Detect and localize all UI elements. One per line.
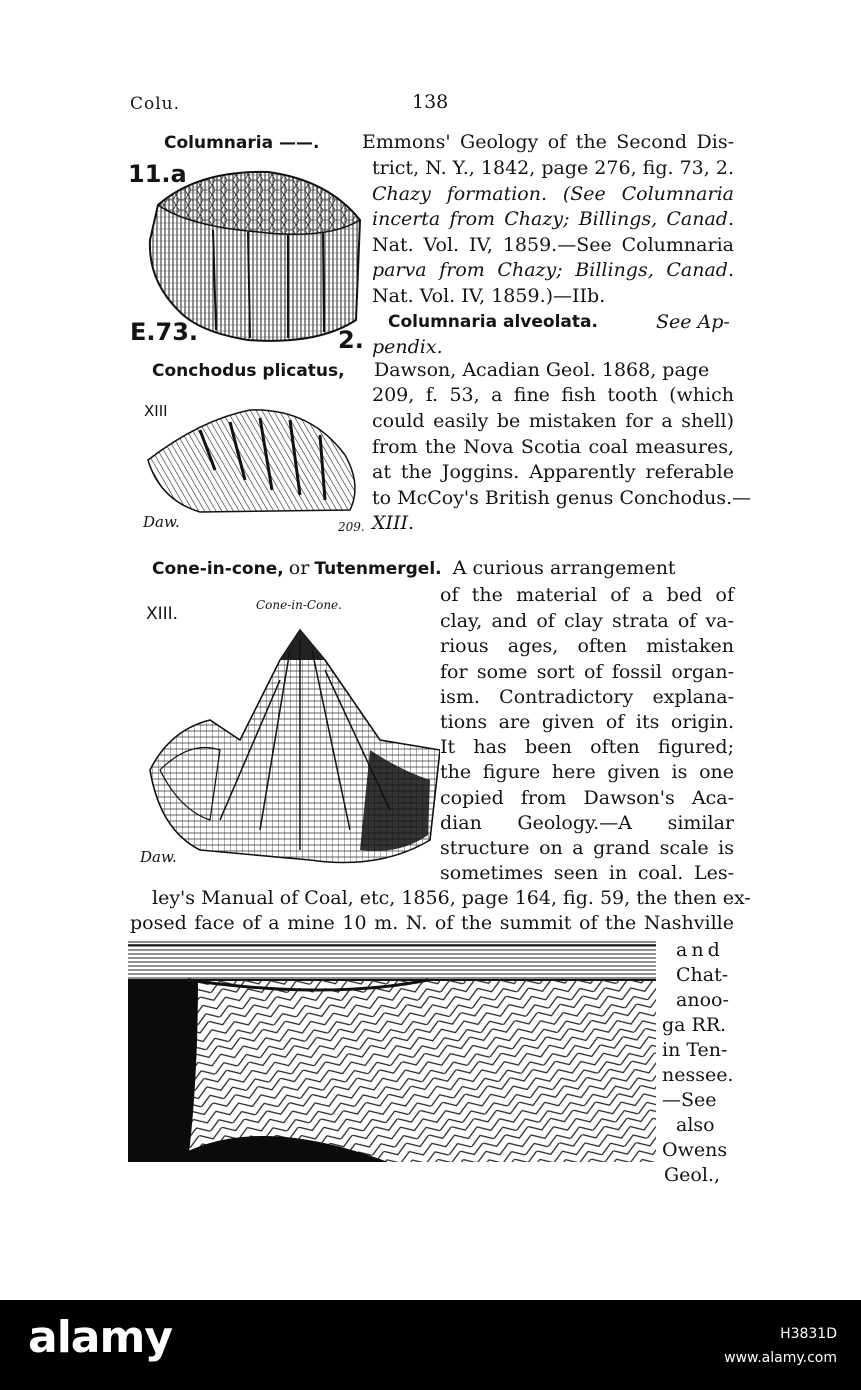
cone-full-line: ley's Manual of Coal, etc, 1856, page 164, fig. 59, the then ex- [152,887,751,909]
cone-line: clay, and of clay strata of va- [440,610,734,632]
narrow-line: Chat- [676,964,729,986]
narrow-line: anoo- [676,989,729,1011]
entry-title-alveolata: Columnaria alveolata. [388,312,598,332]
cone-heading-line [152,556,676,582]
narrow-line: in Ten- [662,1039,728,1061]
conchodus-line: from the Nova Scotia coal measures, [372,436,734,458]
watermark-footer [0,1300,861,1390]
figure-label-11a: 11.a [128,160,187,188]
columnaria-line: Nat. Vol. IV, 1859.—See Columnaria [372,234,734,256]
narrow-line: and [676,939,724,961]
cone-line: copied from Dawson's Aca- [440,787,734,809]
coal-seam-figure [128,940,656,1162]
alamy-url: www.alamy.com [724,1350,837,1366]
figure-label-e73: E.73. [130,318,199,346]
cone-in-cone-figure [140,620,440,870]
cone-line: dian Geology.—A similar [440,812,734,834]
cone-rest: A curious arrangement [452,557,676,579]
entry-title-columnaria: Columnaria ——. [164,133,320,153]
cone-line: tions are given of its origin. [440,711,734,733]
image-id: H3831D [780,1326,837,1342]
narrow-line: ga RR. [662,1014,727,1036]
figure-caption-cone: Cone-in-Cone. [256,598,342,612]
cone-line: rious ages, often mistaken [440,635,734,657]
figure-credit-daw: Daw. [143,513,180,531]
running-head: Colu. [130,94,181,114]
narrow-line: also [676,1114,715,1136]
cone-line: It has been often figured; [440,736,734,758]
conchodus-line: could easily be mistaken for a shell) [372,410,734,432]
cone-line: sometimes seen in coal. Les- [440,862,734,884]
columnaria-line: parva from Chazy; Billings, Canad. [372,259,734,281]
narrow-line: Owens [662,1139,728,1161]
entry-title-cone: Cone-in-cone, [152,559,284,579]
columnaria-line: Emmons' Geology of the Second Dis- [362,131,734,153]
alveolata-see: See Ap- [656,311,730,333]
figure-label-xiii-cone: XIII. [146,604,179,624]
cone-full-line: posed face of a mine 10 m. N. of the summit of the Nashville [130,912,734,934]
cone-line: for some sort of fossil organ- [440,661,734,683]
cone-line: structure on a grand scale is [440,837,734,859]
conchodus-line: at the Joggins. Apparently referable [372,461,734,483]
figure-credit-daw-cone: Daw. [140,848,177,866]
cone-line: the figure here given is one [440,761,734,783]
alveolata-cont: pendix. [372,336,443,358]
cone-line: of the material of a bed of [440,584,734,606]
narrow-line: nessee. [662,1064,734,1086]
page-number: 138 [412,91,449,113]
figure-number-209: 209. [338,520,365,534]
narrow-line: Geol., [664,1164,721,1186]
alamy-logo: alamy [28,1312,172,1363]
figure-label-xiii: XIII [144,402,168,420]
entry-title-tutenmergel: Tutenmergel. [314,559,442,579]
columnaria-line: Nat. Vol. IV, 1859.)—IIb. [372,285,606,307]
narrow-line: —See [662,1089,717,1111]
figure-label-2: 2. [338,326,364,354]
cone-line: ism. Contradictory explana- [440,686,734,708]
fish-tooth-figure [140,400,366,530]
columnaria-line: Chazy formation. (See Columnaria [372,183,734,205]
entry-title-conchodus: Conchodus plicatus, [152,361,345,381]
conchodus-rest: Dawson, Acadian Geol. 1868, page [374,359,710,381]
columnaria-line: trict, N. Y., 1842, page 276, fig. 73, 2. [372,157,734,179]
columnaria-line: incerta from Chazy; Billings, Canad. [372,208,734,230]
conchodus-line: to McCoy's British genus Conchodus.— [372,487,752,509]
conchodus-line: 209, f. 53, a fine fish tooth (which [372,384,734,406]
cone-or: or [288,557,310,579]
conchodus-line: XIII. [372,512,415,534]
